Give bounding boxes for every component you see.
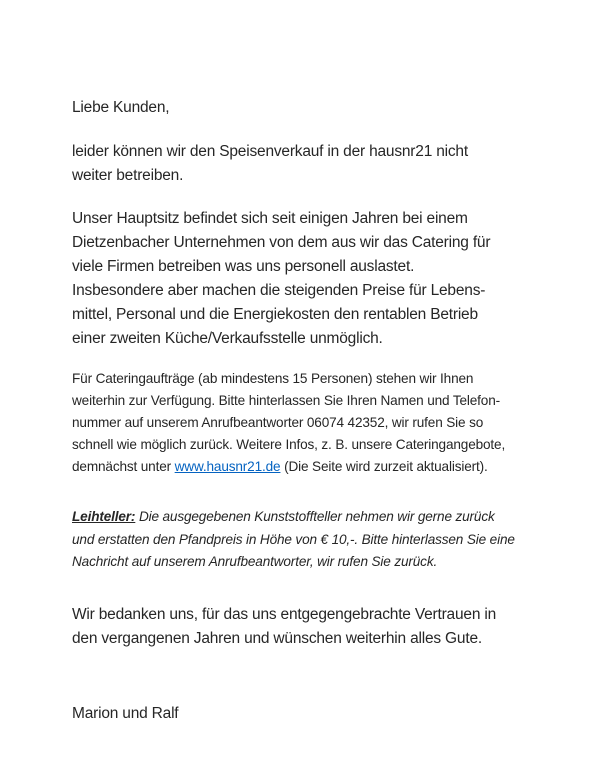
text-line: Für Cateringaufträge (ab mindestens 15 Personen) stehen wir Ihnen	[72, 371, 474, 386]
text-line: Dietzenbacher Unternehmen von dem aus wir das Catering für	[72, 234, 491, 251]
text-line: Wir bedanken uns, für das uns entgegengebrachte Vertrauen in	[72, 605, 497, 623]
text-line: Nachricht auf unserem Anrufbeantworter, wir rufen Sie zurück.	[72, 554, 438, 569]
text-line: viele Firmen betreiben was uns personell auslastet.	[72, 258, 415, 275]
paragraph-leihteller	[72, 506, 542, 574]
text-line: mittel, Personal und die Energiekosten den rentablen Betrieb	[72, 306, 478, 323]
text-line: nummer auf unserem Anrufbeantworter 06074 42352, wir rufen Sie so	[72, 415, 484, 430]
paragraph-thanks	[72, 603, 542, 651]
paragraph-catering	[72, 368, 542, 478]
link-prefix-text: demnächst unter	[72, 459, 175, 474]
hausnr21-link[interactable]: www.hausnr21.de	[174, 459, 281, 474]
text-line: Insbesondere aber machen die steigenden Preise für Lebens-	[72, 282, 486, 299]
text-line: den vergangenen Jahren und wünschen weiterhin alles Gute.	[72, 629, 482, 647]
link-suffix-text: (Die Seite wird zurzeit aktualisiert).	[280, 459, 488, 474]
leihteller-line1-rest: Die ausgegebenen Kunststoffteller nehmen wir gerne zurück	[135, 509, 495, 524]
text-line: weiter betreiben.	[72, 167, 184, 184]
text-line: leider können wir den Speisenverkauf in der hausnr21 nicht	[72, 143, 468, 160]
text-line: einer zweiten Küche/Verkaufsstelle unmöglich.	[72, 330, 383, 347]
paragraph-intro	[72, 140, 542, 188]
text-line: und erstatten den Pfandpreis in Höhe von € 10,-. Bitte hinterlassen Sie eine	[72, 531, 515, 547]
leihteller-first-line	[72, 506, 542, 529]
text-line: Unser Hauptsitz befindet sich seit einigen Jahren bei einem	[72, 210, 468, 227]
text-line-with-link	[72, 456, 542, 478]
text-line: weiterhin zur Verfügung. Bitte hinterlassen Sie Ihren Namen und Telefon-	[72, 393, 500, 408]
text-line: schnell wie möglich zurück. Weitere Infos, z. B. unsere Cateringangebote,	[72, 437, 506, 452]
leihteller-label: Leihteller:	[72, 509, 136, 524]
signature-block	[72, 702, 542, 726]
signature: Marion und Ralf	[72, 704, 179, 722]
paragraph-hauptsitz	[72, 207, 542, 351]
salutation: Liebe Kunden,	[72, 99, 170, 116]
